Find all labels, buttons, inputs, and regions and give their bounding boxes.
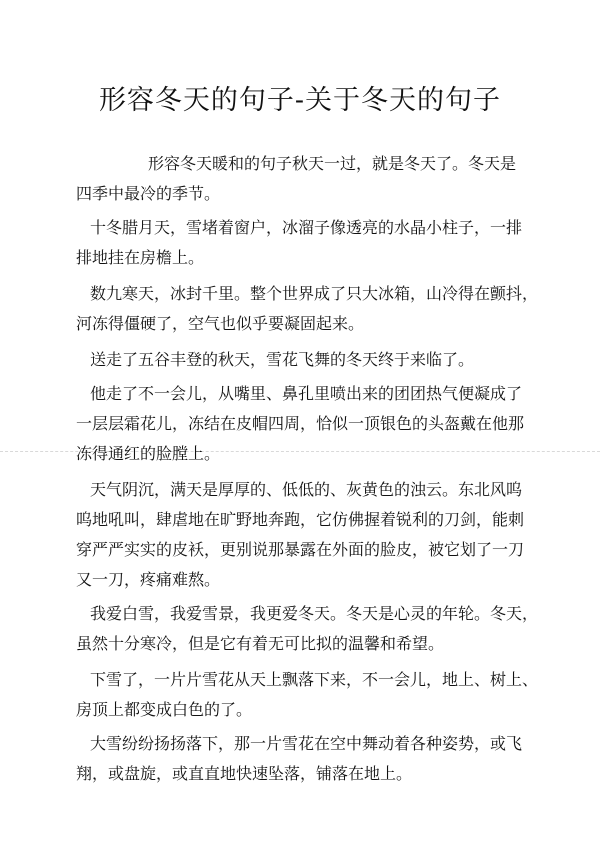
paragraph-line: 河冻得僵硬了，空气也似乎要凝固起来。 <box>76 314 365 333</box>
paragraph-line: 房顶上都变成白色的了。 <box>76 700 253 719</box>
paragraph-line: 冻得通红的脸膛上。 <box>76 444 221 463</box>
page-title: 形容冬天的句子-关于冬天的句子 <box>98 85 502 116</box>
paragraph-line: 呜地吼叫，肆虐地在旷野地奔跑，它仿佛握着锐利的刀剑，能刺 <box>76 510 525 529</box>
paragraph-line: 翔，或盘旋，或直直地快速坠落，铺落在地上。 <box>76 764 413 783</box>
paragraph-line: 十冬腊月天，雪堵着窗户，冰溜子像透亮的水晶小柱子，一排 <box>90 218 523 237</box>
paragraph-line: 四季中最冷的季节。 <box>76 184 221 203</box>
paragraph-line: 他走了不一会儿，从嘴里、鼻孔里喷出来的团团热气便凝成了 <box>90 384 523 403</box>
paragraph-line: 送走了五谷丰登的秋天，雪花飞舞的冬天终于来临了。 <box>90 350 475 369</box>
paragraph-line: 大雪纷纷扬扬落下，那一片雪花在空中舞动着各种姿势，或飞 <box>90 734 523 753</box>
paragraph-line: 下雪了，一片片雪花从天上飘落下来，不一会儿，地上、树上、 <box>90 670 539 689</box>
paragraph-line: 形容冬天暖和的句子秋天一过，就是冬天了。冬天是 <box>148 154 517 173</box>
paragraph-line: 穿严严实实的皮袄，更别说那暴露在外面的脸皮，被它划了一刀 <box>76 540 525 559</box>
paragraph-line: 我爱白雪，我爱雪景，我更爱冬天。冬天是心灵的年轮。冬天， <box>90 604 539 623</box>
paragraph-line: 数九寒天，冰封千里。整个世界成了只大冰箱，山冷得在颤抖， <box>90 284 539 303</box>
paragraph-line: 天气阴沉，满天是厚厚的、低低的、灰黄色的浊云。东北风呜 <box>90 480 523 499</box>
paragraph-line: 排地挂在房檐上。 <box>76 248 205 267</box>
paragraph-line: 又一刀，疼痛难熬。 <box>76 570 221 589</box>
paragraph-line: 一层层霜花儿，冻结在皮帽四周，恰似一顶银色的头盔戴在他那 <box>76 414 525 433</box>
paragraph-line: 虽然十分寒冷，但是它有着无可比拟的温馨和希望。 <box>76 634 445 653</box>
